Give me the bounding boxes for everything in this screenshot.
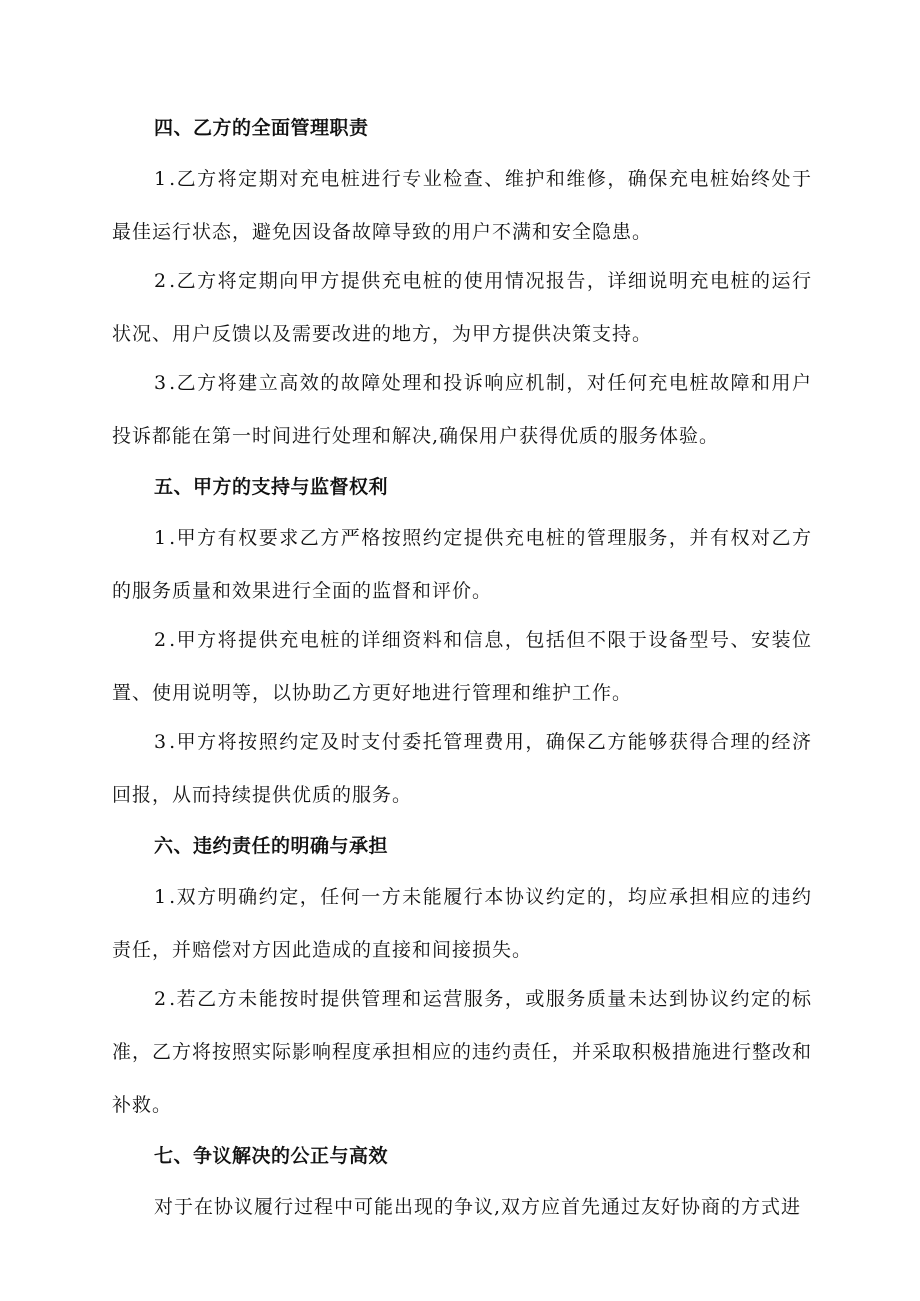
paragraph bbox=[112, 153, 812, 259]
paragraph-text: .乙方将建立高效的故障处理和投诉响应机制，对任何充电桩故障和用户投诉都能在第一时间进行处理和解决,确保用户获得优质的服务体验。 bbox=[112, 372, 812, 447]
paragraph-text: .乙方将定期对充电桩进行专业检查、维护和维修，确保充电桩始终处于最佳运行状态，避免因设备故障导致的用户不满和安全隐患。 bbox=[112, 168, 812, 243]
section-heading: 五、甲方的支持与监督权利 bbox=[154, 476, 389, 498]
paragraph bbox=[112, 614, 812, 720]
section-6 bbox=[112, 832, 812, 1132]
paragraph-text: .乙方将定期向甲方提供充电桩的使用情况报告，详细说明充电桩的运行状况、用户反馈以及需要改进的地方，为甲方提供决策支持。 bbox=[112, 270, 812, 345]
paragraph-number: 2 bbox=[154, 988, 170, 1010]
paragraph-number: 1 bbox=[154, 886, 170, 908]
section-heading: 六、违约责任的明确与承担 bbox=[154, 835, 389, 857]
paragraph bbox=[112, 512, 812, 618]
paragraph-number: 1 bbox=[154, 168, 170, 190]
paragraph-text: .甲方有权要求乙方严格按照约定提供充电桩的管理服务，并有权对乙方的服务质量和效果进行全面的监督和评价。 bbox=[112, 527, 812, 602]
paragraph-number: 2 bbox=[154, 270, 170, 292]
paragraph-text: .双方明确约定，任何一方未能履行本协议约定的，均应承担相应的违约责任，并赔偿对方因此造成的直接和间接损失。 bbox=[112, 886, 812, 961]
section-7 bbox=[112, 1142, 812, 1234]
paragraph-number: 3 bbox=[154, 372, 170, 394]
paragraph bbox=[112, 357, 812, 463]
paragraph-number: 1 bbox=[154, 527, 170, 549]
paragraph bbox=[112, 1181, 812, 1234]
section-5 bbox=[112, 473, 812, 822]
section-4 bbox=[112, 114, 812, 463]
section-heading: 四、乙方的全面管理职责 bbox=[154, 117, 369, 139]
paragraph-text: .若乙方未能按时提供管理和运营服务，或服务质量未达到协议约定的标准，乙方将按照实际影响程度承担相应的违约责任，并采取积极措施进行整改和补救。 bbox=[112, 988, 813, 1116]
paragraph bbox=[112, 255, 812, 361]
paragraph-text: .甲方将按照约定及时支付委托管理费用，确保乙方能够获得合理的经济回报，从而持续提供优质的服务。 bbox=[112, 731, 812, 806]
paragraph bbox=[112, 716, 812, 822]
paragraph-text: 对于在协议履行过程中可能出现的争议,双方应首先通过友好协商的方式进 bbox=[154, 1196, 802, 1218]
paragraph-text: .甲方将提供充电桩的详细资料和信息，包括但不限于设备型号、安装位置、使用说明等，以协助乙方更好地进行管理和维护工作。 bbox=[112, 629, 812, 704]
paragraph-number: 3 bbox=[154, 731, 170, 753]
paragraph bbox=[112, 973, 812, 1132]
paragraph-number: 2 bbox=[154, 629, 170, 651]
paragraph bbox=[112, 871, 812, 977]
section-heading: 七、争议解决的公正与高效 bbox=[154, 1145, 389, 1167]
document-page bbox=[112, 114, 812, 1244]
